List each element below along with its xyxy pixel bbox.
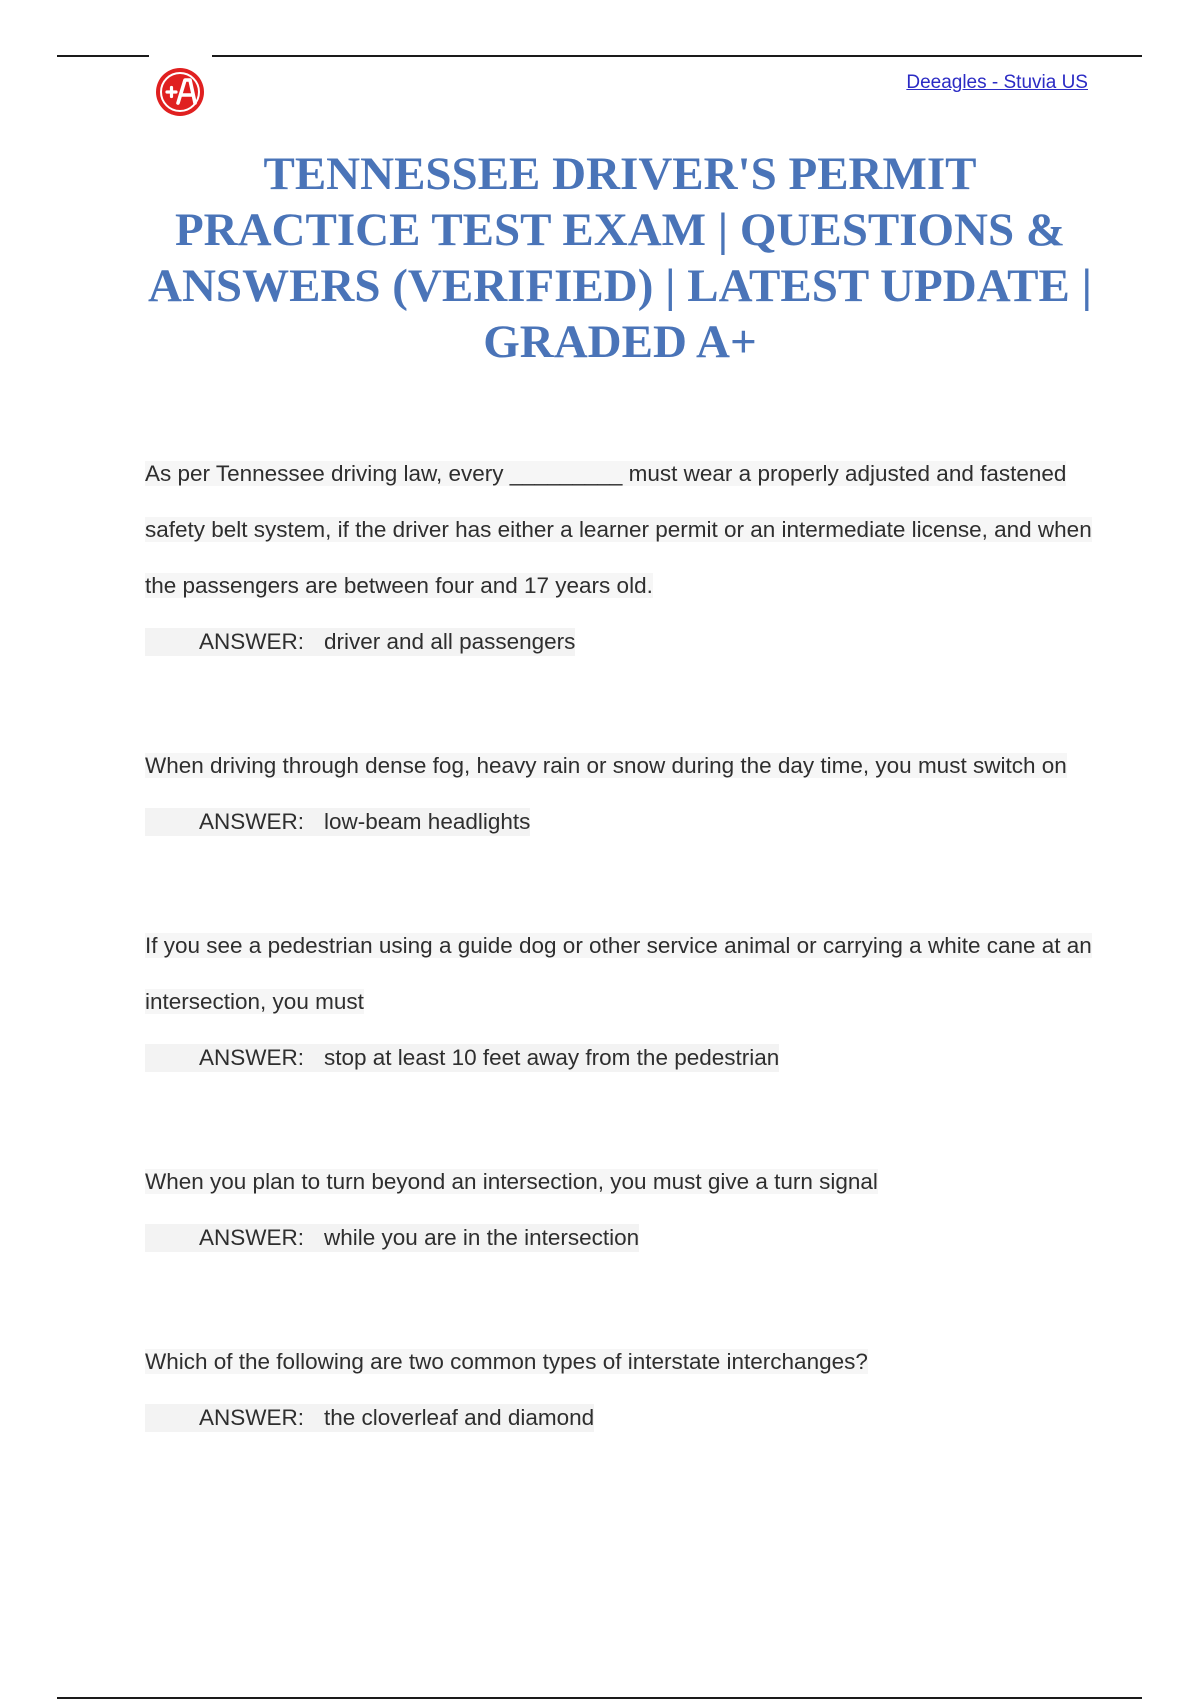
question-text: Which of the following are two common types of interstate interchanges? <box>145 1349 868 1374</box>
answer-line <box>145 808 530 836</box>
qa-item <box>145 1334 1105 1432</box>
footer-rule <box>57 1697 1142 1699</box>
answer-text: stop at least 10 feet away from the pedestrian <box>324 1045 780 1070</box>
answer-line <box>145 628 575 656</box>
answer-text: low-beam headlights <box>324 809 531 834</box>
answer-text: the cloverleaf and diamond <box>324 1405 595 1430</box>
answer-line <box>145 1404 594 1432</box>
answer-label: ANSWER: <box>199 1045 305 1070</box>
answer-label: ANSWER: <box>199 1405 305 1430</box>
question-text: When driving through dense fog, heavy rain or snow during the day time, you must switch on <box>145 753 1067 778</box>
qa-item <box>145 738 1105 836</box>
header-rule-right <box>212 55 1142 57</box>
answer-line <box>145 1224 639 1252</box>
answer-text: while you are in the intersection <box>324 1225 640 1250</box>
question-text: If you see a pedestrian using a guide dog or other service animal or carrying a white cane at an intersection, you must <box>145 933 1092 1014</box>
answer-text: driver and all passengers <box>324 629 576 654</box>
answer-label: ANSWER: <box>199 629 305 654</box>
stuvia-a-plus-logo-icon <box>154 66 206 118</box>
header-rule-left <box>57 55 149 57</box>
qa-list <box>145 446 1105 1432</box>
answer-line <box>145 1044 779 1072</box>
answer-label: ANSWER: <box>199 1225 305 1250</box>
answer-label: ANSWER: <box>199 809 305 834</box>
question-text: When you plan to turn beyond an intersection, you must give a turn signal <box>145 1169 878 1194</box>
qa-item <box>145 446 1105 656</box>
question-text: As per Tennessee driving law, every _________ must wear a properly adjusted and fastened safety belt system, if the driver has either a learner permit or an intermediate license, and when the passengers are between four and 17 years old. <box>145 461 1092 598</box>
qa-item <box>145 918 1105 1072</box>
document-title: TENNESSEE DRIVER'S PERMIT PRACTICE TEST EXAM | QUESTIONS & ANSWERS (VERIFIED) | LATEST UPDATE | GRADED A+ <box>148 148 1092 368</box>
author-store-link[interactable]: Deeagles - Stuvia US <box>906 72 1088 93</box>
qa-item <box>145 1154 1105 1252</box>
